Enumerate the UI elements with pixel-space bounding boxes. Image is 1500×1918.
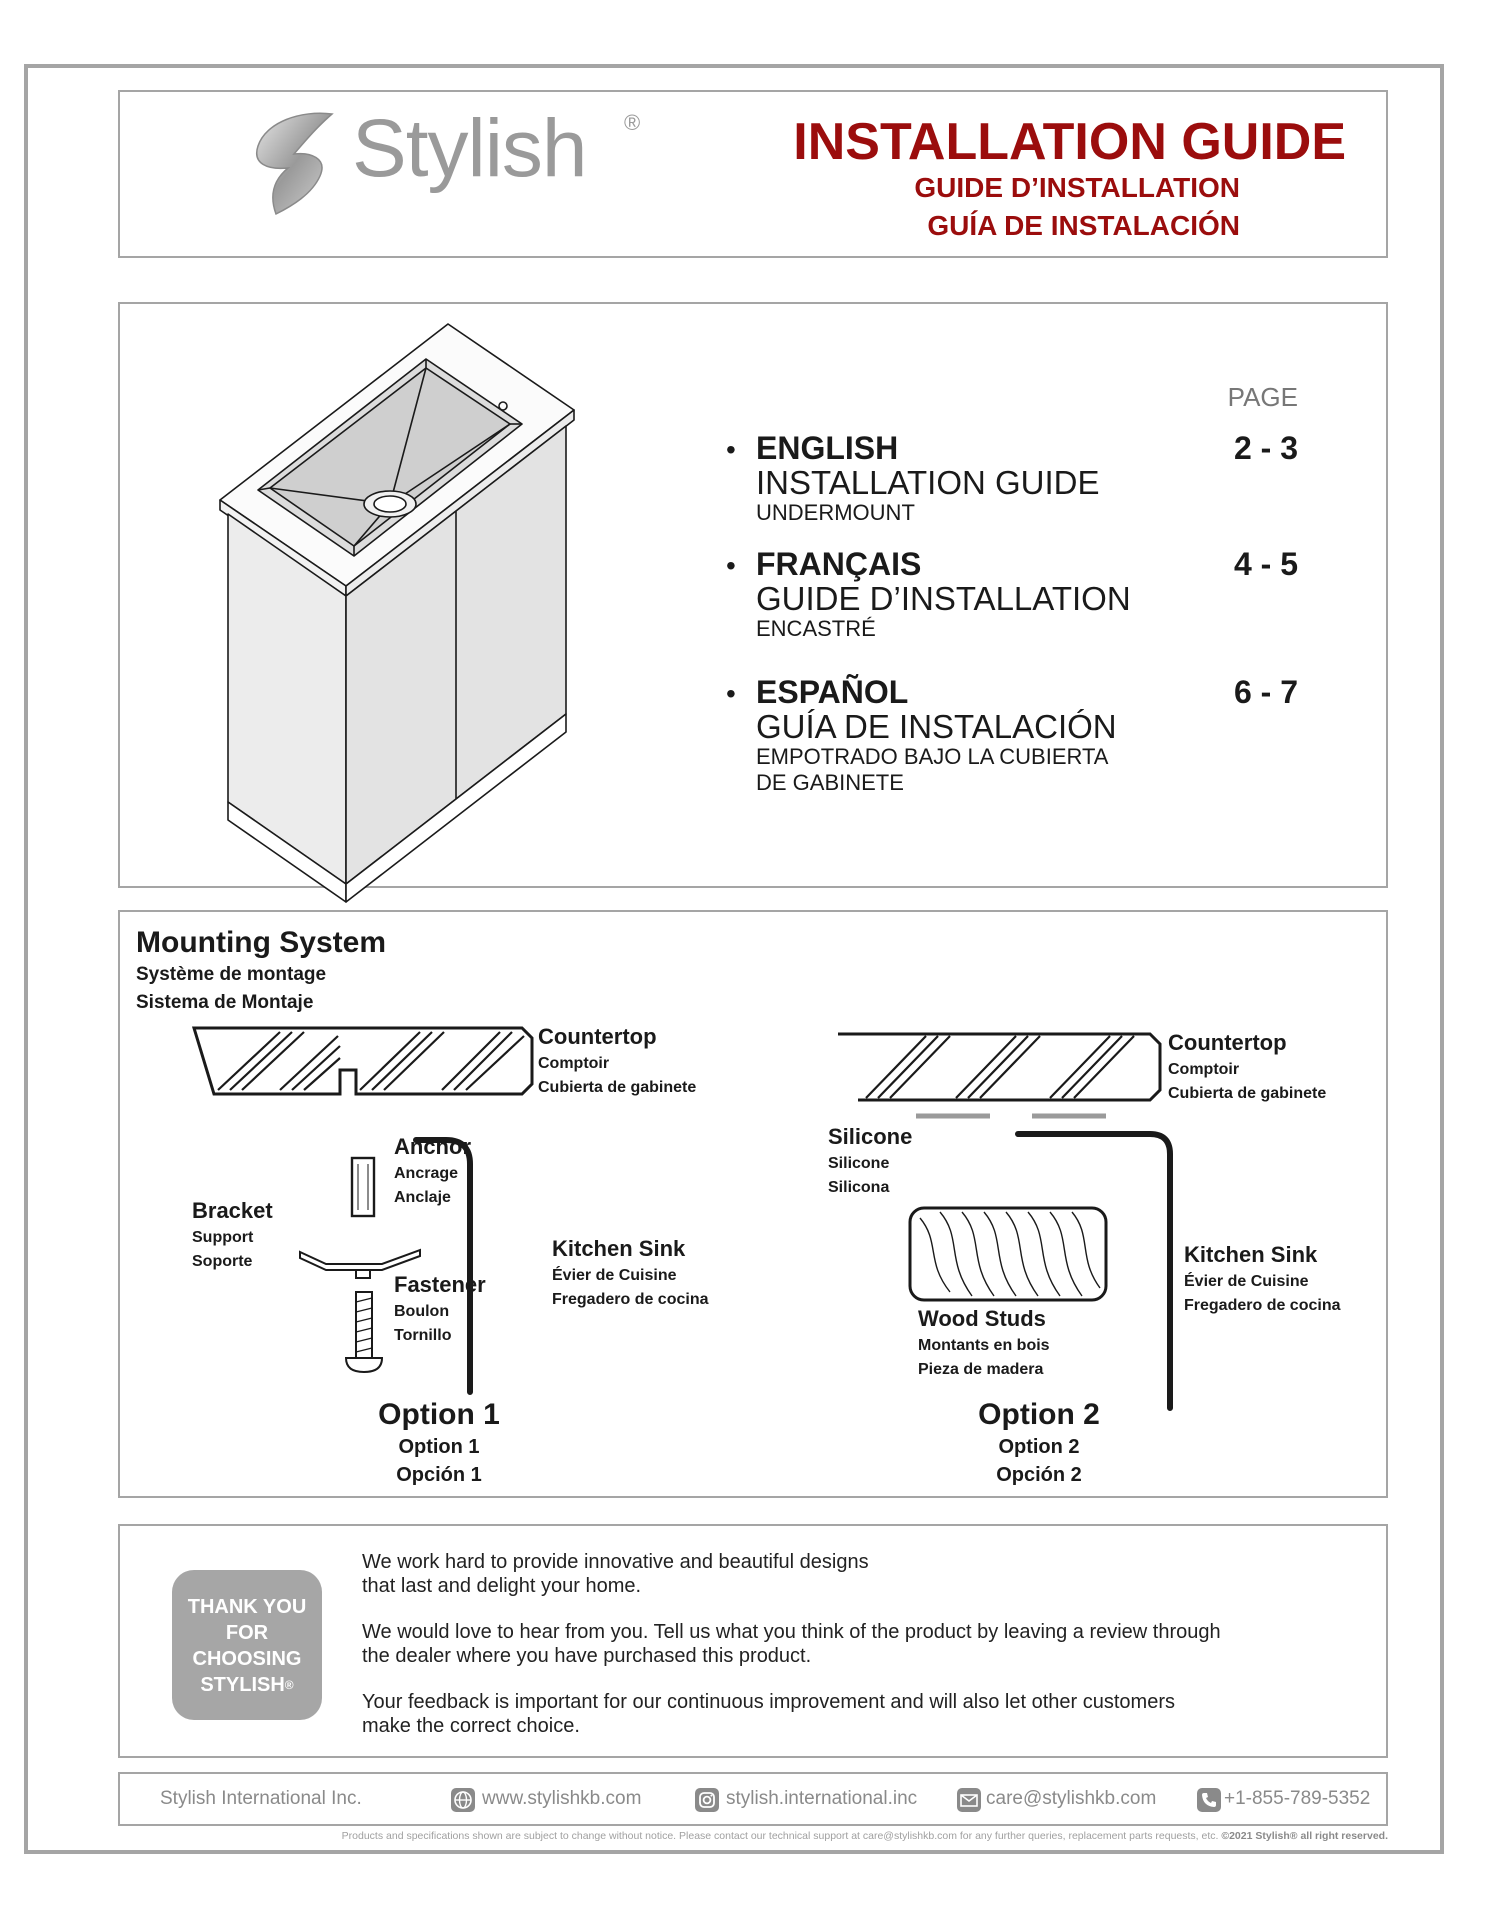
toc-guide: GUÍA DE INSTALACIÓN [756,708,1117,745]
toc-type: ENCASTRÉ [756,616,876,641]
sink-cabinet-illustration [220,324,690,884]
mounting-system-box: Mounting System Système de montage Sistema de Montaje Countertop Comptoir Cubierta de gabinete Anchor Ancrage Anclaje Bracket Support Soporte Fastener Boulon Tornillo Kitchen Sink Évier de Cuisine Fregadero de cocina Option 1 Option 1 Opción 1 Countertop Comptoir Cubierta de gabinete Silicone Silicone Silicona Wood Studs Montants en bois Pieza de madera Kitchen Sink Évier de Cuisine Fregadero de cocina Option 2 Option 2 Opción 2 [118,910,1388,1498]
toc-lang: FRANÇAIS [756,546,922,582]
page-title: INSTALLATION GUIDE [793,113,1346,171]
thank-you-box [118,1524,1388,1758]
thank-you-badge: THANK YOU FOR CHOOSING STYLISH® [172,1570,322,1720]
thanks-paragraph-1: We work hard to provide innovative and beautiful designs that last and delight your home. [362,1551,869,1597]
disclaimer: Products and specifications shown are subject to change without notice. Please contact our technical support at care@stylishkb.com for any further queries, replacement parts requests, etc. ©2021 Stylish® all right reserved. [341,1830,1388,1842]
brand-name: Stylish [352,103,587,194]
email-icon [956,1787,982,1813]
toc-pages: 2 - 3 [1233,430,1298,466]
toc-type: UNDERMOUNT [756,500,915,525]
page-title-es: GUÍA DE INSTALACIÓN [927,210,1240,241]
wood-studs-shape [910,1208,1106,1300]
section-subtitle-fr: Système de montage [136,964,327,985]
section-title: Mounting System [136,926,387,959]
instagram-icon [694,1787,720,1813]
option2-diagram [120,912,1390,1500]
bullet: • [726,550,736,581]
bullet: • [726,434,736,465]
bullet: • [726,678,736,709]
instagram-link[interactable]: stylish.international.inc [726,1788,918,1809]
thanks-paragraph-2: We would love to hear from you. Tell us what you think of the product by leaving a review through the dealer where you have purchased this product. [362,1621,1221,1667]
toc-guide: INSTALLATION GUIDE [756,464,1100,501]
page-column-label: PAGE [1227,382,1298,412]
brand-registered-mark: ® [624,110,641,135]
email-link[interactable]: care@stylishkb.com [986,1788,1157,1809]
toc-pages: 4 - 5 [1233,546,1298,582]
website-link[interactable]: www.stylishkb.com [482,1788,642,1809]
page-title-fr: GUIDE D’INSTALLATION [914,172,1240,203]
phone-icon [1196,1787,1222,1813]
toc-guide: GUIDE D’INSTALLATION [756,580,1131,617]
section-subtitle-es: Sistema de Montaje [136,992,314,1013]
thanks-paragraph-3: Your feedback is important for our continuous improvement and will also let other customers make the correct choice. [362,1691,1175,1737]
contents-box [118,302,1388,888]
toc-type: EMPOTRADO BAJO LA CUBIERTA [756,744,1109,769]
stylish-logo-icon [246,108,342,220]
web-icon [450,1787,476,1813]
header-box [118,90,1388,258]
footer-box [118,1772,1388,1826]
toc-lang: ESPAÑOL [756,674,909,710]
toc-pages: 6 - 7 [1233,674,1298,710]
toc-lang: ENGLISH [756,430,899,466]
toc-type: DE GABINETE [756,770,904,795]
company-name: Stylish International Inc. [160,1788,362,1809]
phone-link[interactable]: +1-855-789-5352 [1224,1788,1371,1809]
